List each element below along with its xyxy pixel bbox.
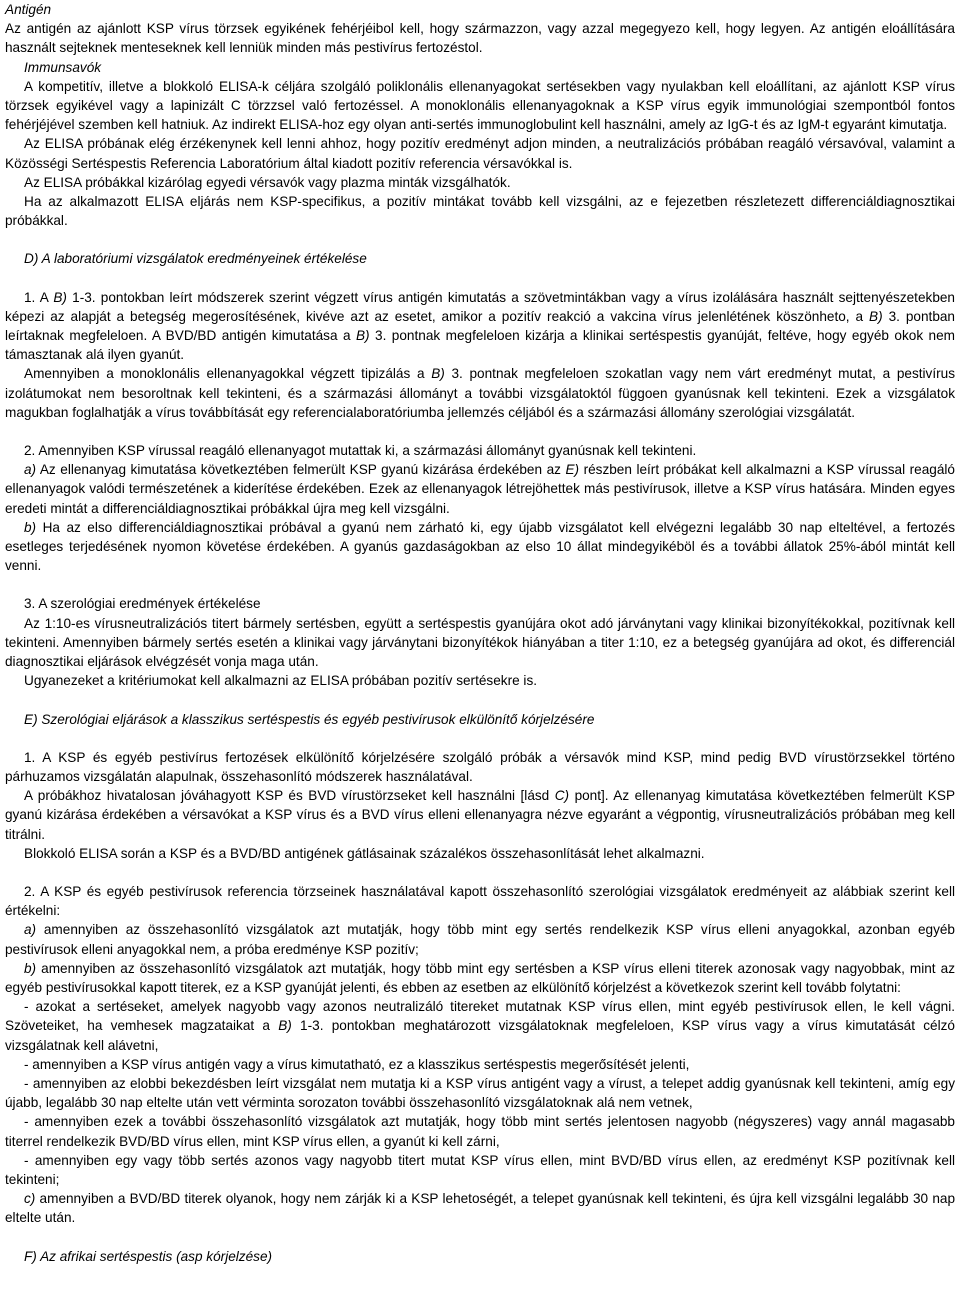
immunsavok-paragraph-1: A kompetitív, illetve a blokkoló ELISA-k céljára szolgáló poliklonális ellenanyagokat sertésekben vagy nyulakban kell eloállítani, az ajánlott KSP vírus törzsek egyikével vagy a lapinizált C törzzsel való fertozéssel. A monoklonális ellenanyagoknak a KSP vírus egyik immunológiai szempontból fontos fehérjéjével szemben kell hatniuk. Az indirekt ELISA-hoz egy olyan anti-sertés immunoglobulint kell használni, amely az IgG-t és az IgM-t egyaránt kimutatja. <box>5 78 955 133</box>
section-e-paragraph-4: 2. A KSP és egyéb pestivírusok referencia törzseinek használatával kapott összehasonlító szerológiai vizsgálatok eredményeit az alábbiak szerint kell értékelni: <box>5 883 955 919</box>
section-e-paragraph-12: c) amennyiben a BVD/BD titerek olyanok, hogy nem zárják ki a KSP lehetoségét, a telepet gyanúsnak kell tekinteni, és újra kell vizsgálni legalább 30 nap eltelte után. <box>5 1191 955 1226</box>
section-d-heading: D) A laboratóriumi vizsgálatok eredményeinek értékelése <box>24 251 367 267</box>
section-d-paragraph-7: Az 1:10-es vírusneutralizációs titert bármely sertésben, együtt a sertéspestis gyanújára okot adó járványtani vagy klinikai bizonyítékokkal, pozitívnak kell tekinteni. Amennyiben bármely sertés esetén a klinikai vagy járványtani bizonyítékok hiányában a titer 1:10, ez a betegség gyanújára ad okot, és differenciál diagnosztikai eljárások elvégzését vonja maga után. <box>5 615 955 670</box>
spacer <box>5 575 955 594</box>
section-d-paragraph-5: b) Ha az elso differenciáldiagnosztikai próbával a gyanú nem zárható ki, egy újabb vizsgálatot kell elvégezni legalább 30 nap elteltével, a fertozés esetleges terjedésének nyomon követése érdekében. A gyanús gazdaságokban az elso 10 állat mindegyikéböl és a további állatok 25%-ából mintát kell venni. <box>5 519 955 574</box>
section-e-paragraph-11: - amennyiben egy vagy több sertés azonos vagy nagyobb titert mutat KSP vírus ellen, mint BVD/BD vírus ellen, az eredményt KSP pozitívnak kell tekinteni; <box>5 1152 955 1187</box>
antigen-heading: Antigén <box>5 2 52 17</box>
section-e-paragraph-1: 1. A KSP és egyéb pestivírus fertozések elkülönítő kórjelzésére szolgáló próbák a vérsavók mind KSP, mind pedig BVD vírustörzsekkel történo párhuzamos vizsgálatán alapulnak, összehasonlító módszerek használatával. <box>5 749 955 784</box>
immunsavok-paragraph-4: Ha az alkalmazott ELISA eljárás nem KSP-specifikus, a pozitív mintákat tovább kell vizsgálni, az e fejezetben részletezett differenciáldiagnosztikai próbákkal. <box>5 194 955 229</box>
spacer <box>5 691 955 710</box>
spacer <box>5 422 955 441</box>
section-f-heading: F) Az afrikai sertéspestis (asp kórjelzése) <box>24 1248 273 1264</box>
section-e-paragraph-5: a) amennyiben az összehasonlító vizsgálatok azt mutatják, hogy több mint egy sertés rendelkezik KSP vírus elleni anyagokkal, azonban egyéb pestivírusok elleni anyagokkal nem, a próba eredménye KSP pozitív; <box>5 922 955 957</box>
immunsavok-paragraph-2: Az ELISA próbának elég érzékenynek kell lenni ahhoz, hogy pozitív eredményt adjon minden, a neutralizációs próbában reagáló vérsavóval, valamint a Közösségi Sertéspestis Referencia Laboratórium által kiadott pozitív referencia vérsavókkal is. <box>5 136 955 171</box>
section-e-paragraph-8: - amennyiben a KSP vírus antigén vagy a vírus kimutatható, ez a klasszikus sertéspestis megerősítését jelenti, <box>24 1056 690 1072</box>
spacer <box>5 269 955 288</box>
section-e-paragraph-9: - amennyiben az elobbi bekezdésben leírt vizsgálat nem mutatja ki a KSP vírus antigént vagy a vírust, a telepet addig gyanúsnak kell tekinteni, amíg egy újabb, legalább 30 nap eltelte után vett vérminta sorozaton további összehasonlító vizsgálatoknak alá nem vetnek, <box>5 1075 955 1111</box>
section-d-paragraph-8: Ugyanezeket a kritériumokat kell alkalmazni az ELISA próbában pozitív sertésekre is. <box>24 673 538 689</box>
section-e-paragraph-10: - amennyiben ezek a további összehasonlító vizsgálatok azt mutatják, hogy több mint sertés jelentosen nagyobb (négyszeres) vagy annál magasabb titerrel rendelkezik BVD/BD vírus ellen, mint KSP vírus ellen, a gyanút ki kell zárni, <box>5 1114 955 1149</box>
section-e-paragraph-6: b) amennyiben az összehasonlító vizsgálatok azt mutatják, hogy több mint egy sertésben a KSP vírus elleni titerek azonosak vagy nagyobbak, mint az egyéb pestivírusokkal kapott titerek, ez a KSP gyanúját jelenti, és ebben az esetben az elkülönítő kórjelzést a következok szerint kell tovább folytatni: <box>5 960 955 995</box>
immunsavok-heading: Immunsavók <box>24 59 102 75</box>
section-d-paragraph-2: Amennyiben a monoklonális ellenanyagokkal végzett tipizálás a B) 3. pontnak megfeleloen szokatlan vagy nem várt eredményt mutat, a pestivírus izolátumokat nem besoroltnak kell tekinteni, és a származási állományt a további vizsgálatoktól függoen gyanúsnak kell tekinteni. Ezek a vizsgálatok magukban foglalhatják a vírus továbbítását egy referencialaboratóriumba jellemzés céljából és a származási állomány szerológiai vizsgálatát. <box>5 366 955 420</box>
section-d-paragraph-3: 2. Amennyiben KSP vírussal reagáló ellenanyagot mutattak ki, a származási állományt gyanúsnak kell tekinteni. <box>24 443 697 459</box>
immunsavok-paragraph-3: Az ELISA próbákkal kizárólag egyedi vérsavók vagy plazma minták vizsgálhatók. <box>24 174 511 190</box>
spacer <box>5 863 955 882</box>
section-d-paragraph-6: 3. A szerológiai eredmények értékelése <box>24 596 261 612</box>
section-e-heading: E) Szerológiai eljárások a klasszikus sertéspestis és egyéb pestivírusok elkülönítő kórjelzésére <box>24 711 595 727</box>
section-e-paragraph-7: - azokat a sertéseket, amelyek nagyobb vagy azonos neutralizáló titereket mutatnak KSP vírus ellen, mint egyéb pestivírusok ellen, le kell vágni. Szöveteiket, ha vemhesek magzataikat a B) 1-3. pontokban meghatározott vizsgálatoknak megfeleloen, KSP vírus vagy a vírus kimutatását célzó vizsgálatnak kell alávetni, <box>5 999 955 1053</box>
spacer <box>5 230 955 249</box>
spacer <box>5 1228 955 1247</box>
section-e-paragraph-2: A próbákhoz hivatalosan jóváhagyott KSP és BVD vírustörzseket kell használni [lásd C) pont]. Az ellenanyag kimutatása következtében felmerült KSP gyanú kizárása érdekében a vérsavókat a KSP vírus és a BVD vírus elleni ellenanyagra nézve egyaránt a végpontig, vírusneutralizációs próbában meg kell titrálni. <box>5 788 956 842</box>
section-e-paragraph-3: Blokkoló ELISA során a KSP és a BVD/BD antigének gátlásainak százalékos összehasonlítását lehet alkalmazni. <box>24 845 705 861</box>
antigen-paragraph: Az antigén az ajánlott KSP vírus törzsek egyikének fehérjéibol kell, hogy származzon, vagy azzal megegyezo kell, hogy legyen. Az antigén eloállítására használt sejteknek menteseknek kell lenniük minden más pestivírus fertozéstol. <box>5 21 955 56</box>
spacer <box>5 729 955 748</box>
section-d-paragraph-1: 1. A B) 1-3. pontokban leírt módszerek szerint végzett vírus antigén kimutatás a szövetmintákban vagy a vírus izolálására használt sejttenyészetekben képezi az alapját a betegség megerosítésének, kivéve azt az esetet, amikor a pozitív reakció a vakcina vírus jelenlétének köszönheto, a B) 3. pontban leírtaknak megfeleloen. A BVD/BD antigén kimutatása a B) 3. pontnak megfeleloen kizárja a klinikai sertéspestis gyanúját, feltéve, hogy egyéb okok nem támasztanak alá ilyen gyanút. <box>5 289 956 363</box>
section-d-paragraph-4: a) Az ellenanyag kimutatása következtében felmerült KSP gyanú kizárása érdekében az E) részben leírt próbákat kell alkalmazni a KSP vírussal reagáló ellenanyagok valódi természetének a kiderítése érdekében. Ezek az ellenanyagok létrejöhettek más pestivírusok, illetve a KSP vírus hatására. Minden egyes eredeti mintát a differenciáldiagnosztikai próbákkal újra meg kell vizsgálni. <box>5 462 955 516</box>
